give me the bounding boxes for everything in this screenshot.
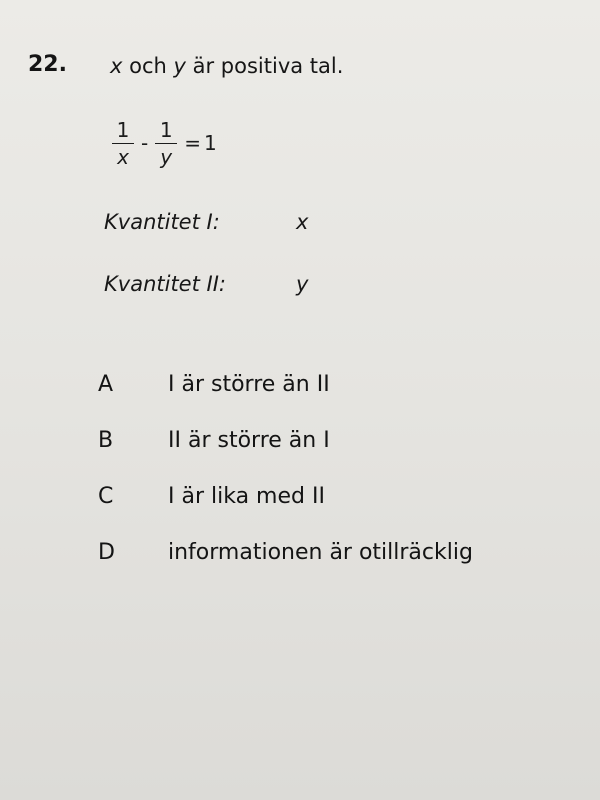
equals-sign: = (184, 131, 201, 155)
fraction-1-denominator: x (117, 144, 129, 169)
option-b[interactable] (98, 428, 558, 458)
option-a-text: I är större än II (168, 372, 330, 397)
option-b-letter: B (98, 428, 114, 453)
quantity-1-value: x (296, 210, 309, 234)
quantity-1-label: Kvantitet I: (104, 210, 220, 234)
option-a[interactable] (98, 372, 558, 402)
option-d-text: informationen är otillräcklig (168, 540, 473, 565)
fraction-1-bar (112, 143, 134, 144)
fraction-1-over-y (155, 119, 177, 168)
fraction-1-over-x (112, 119, 134, 168)
quantity-2-label: Kvantitet II: (104, 272, 226, 296)
stem-connector: och (122, 54, 174, 78)
option-c-letter: C (98, 484, 114, 509)
fraction-1-numerator: 1 (116, 117, 130, 142)
question-number: 22. (28, 52, 67, 77)
fraction-2-numerator: 1 (159, 117, 173, 142)
option-d[interactable] (98, 540, 558, 570)
equation-rhs: 1 (203, 131, 217, 155)
quantity-2-value: y (296, 272, 309, 296)
option-c-text: I är lika med II (168, 484, 325, 509)
question-stem (110, 54, 343, 78)
stem-variable-x: x (110, 54, 123, 78)
equation (108, 108, 217, 178)
minus-sign: - (141, 131, 149, 155)
option-b-text: II är större än I (168, 428, 330, 453)
stem-variable-y: y (173, 54, 186, 78)
option-a-letter: A (98, 372, 114, 397)
option-d-letter: D (98, 540, 115, 565)
option-c[interactable] (98, 484, 558, 514)
quantity-1 (104, 210, 309, 234)
quantity-2 (104, 272, 309, 296)
stem-ending: är positiva tal. (185, 54, 344, 78)
fraction-2-bar (155, 143, 177, 144)
fraction-2-denominator: y (160, 144, 173, 169)
